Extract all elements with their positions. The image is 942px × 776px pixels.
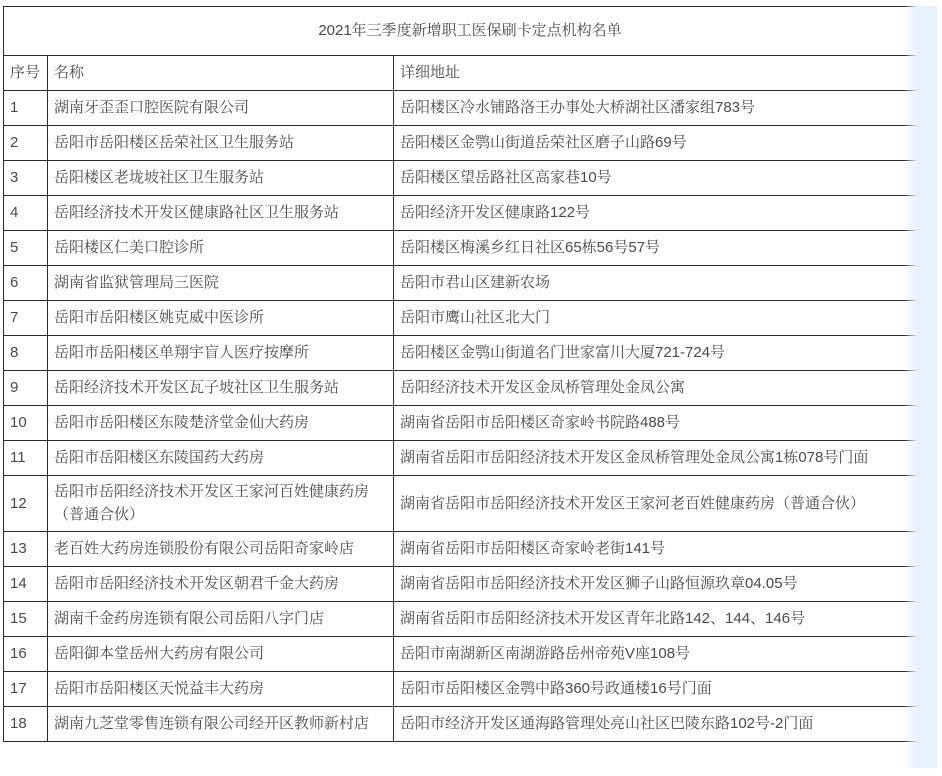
org-name-cell: 岳阳市岳阳楼区东陵楚济堂金仙大药房: [48, 406, 394, 441]
table-row: [4, 161, 937, 196]
table-row: [4, 476, 937, 532]
column-header-address: 详细地址: [394, 56, 937, 91]
row-index-cell: 18: [4, 706, 48, 741]
address-cell: 湖南省岳阳市岳阳经济技术开发区狮子山路恒源玖章04.05号: [394, 566, 937, 601]
row-index-cell: 17: [4, 671, 48, 706]
address-cell: 湖南省岳阳市岳阳楼区奇家岭老街141号: [394, 531, 937, 566]
institutions-table: [3, 6, 937, 742]
header-row: [4, 56, 937, 91]
table-row: [4, 301, 937, 336]
title-row: [4, 7, 937, 56]
row-index-cell: 5: [4, 231, 48, 266]
page-title: 2021年三季度新增职工医保刷卡定点机构名单: [4, 7, 937, 56]
org-name-cell: 岳阳市岳阳楼区单翔宇盲人医疗按摩所: [48, 336, 394, 371]
address-cell: 岳阳市岳阳楼区金鹗中路360号政通楼16号门面: [394, 671, 937, 706]
row-index-cell: 11: [4, 441, 48, 476]
column-header-index: 序号: [4, 56, 48, 91]
org-name-cell: 岳阳经济技术开发区健康路社区卫生服务站: [48, 196, 394, 231]
org-name-cell: 湖南九芝堂零售连锁有限公司经开区教师新村店: [48, 706, 394, 741]
address-cell: 岳阳经济技术开发区金凤桥管理处金凤公寓: [394, 371, 937, 406]
org-name-cell: 岳阳楼区仁美口腔诊所: [48, 231, 394, 266]
column-header-name: 名称: [48, 56, 394, 91]
address-cell: 岳阳市鹰山社区北大门: [394, 301, 937, 336]
table-row: [4, 126, 937, 161]
row-index-cell: 2: [4, 126, 48, 161]
document-page: [3, 6, 937, 742]
org-name-cell: 岳阳市岳阳经济技术开发区王家河百姓健康药房（普通合伙）: [48, 476, 394, 532]
address-cell: 湖南省岳阳市岳阳经济技术开发区青年北路142、144、146号: [394, 601, 937, 636]
address-cell: 岳阳楼区梅溪乡红日社区65栋56号57号: [394, 231, 937, 266]
address-cell: 岳阳经济开发区健康路122号: [394, 196, 937, 231]
row-index-cell: 8: [4, 336, 48, 371]
table-row: [4, 601, 937, 636]
address-cell: 湖南省岳阳市岳阳楼区奇家岭书院路488号: [394, 406, 937, 441]
address-cell: 岳阳市南湖新区南湖游路岳州帝苑V座108号: [394, 636, 937, 671]
row-index-cell: 4: [4, 196, 48, 231]
row-index-cell: 1: [4, 91, 48, 126]
table-row: [4, 441, 937, 476]
table-row: [4, 531, 937, 566]
row-index-cell: 7: [4, 301, 48, 336]
org-name-cell: 湖南省监狱管理局三医院: [48, 266, 394, 301]
row-index-cell: 6: [4, 266, 48, 301]
table-row: [4, 566, 937, 601]
address-cell: 岳阳楼区金鹗山街道名门世家富川大厦721-724号: [394, 336, 937, 371]
table-row: [4, 406, 937, 441]
org-name-cell: 岳阳市岳阳楼区天悦益丰大药房: [48, 671, 394, 706]
table-row: [4, 671, 937, 706]
row-index-cell: 13: [4, 531, 48, 566]
row-index-cell: 10: [4, 406, 48, 441]
row-index-cell: 12: [4, 476, 48, 532]
address-cell: 岳阳市君山区建新农场: [394, 266, 937, 301]
table-row: [4, 336, 937, 371]
address-cell: 岳阳市经济开发区通海路管理处亮山社区巴陵东路102号-2门面: [394, 706, 937, 741]
table-row: [4, 196, 937, 231]
row-index-cell: 9: [4, 371, 48, 406]
address-cell: 湖南省岳阳市岳阳经济技术开发区王家河老百姓健康药房（普通合伙）: [394, 476, 937, 532]
row-index-cell: 16: [4, 636, 48, 671]
org-name-cell: 岳阳经济技术开发区瓦子坡社区卫生服务站: [48, 371, 394, 406]
org-name-cell: 岳阳御本堂岳州大药房有限公司: [48, 636, 394, 671]
address-cell: 湖南省岳阳市岳阳经济技术开发区金凤桥管理处金凤公寓1栋078号门面: [394, 441, 937, 476]
org-name-cell: 岳阳市岳阳楼区岳荣社区卫生服务站: [48, 126, 394, 161]
org-name-cell: 岳阳楼区老垅坡社区卫生服务站: [48, 161, 394, 196]
org-name-cell: 湖南牙歪歪口腔医院有限公司: [48, 91, 394, 126]
table-body: [4, 91, 937, 742]
table-row: [4, 91, 937, 126]
table-row: [4, 231, 937, 266]
org-name-cell: 岳阳市岳阳楼区东陵国药大药房: [48, 441, 394, 476]
table-row: [4, 636, 937, 671]
org-name-cell: 湖南千金药房连锁有限公司岳阳八字门店: [48, 601, 394, 636]
org-name-cell: 岳阳市岳阳楼区姚克威中医诊所: [48, 301, 394, 336]
org-name-cell: 岳阳市岳阳经济技术开发区朝君千金大药房: [48, 566, 394, 601]
address-cell: 岳阳楼区望岳路社区高家巷10号: [394, 161, 937, 196]
row-index-cell: 3: [4, 161, 48, 196]
address-cell: 岳阳楼区冷水铺路洛王办事处大桥湖社区潘家组783号: [394, 91, 937, 126]
row-index-cell: 14: [4, 566, 48, 601]
table-row: [4, 371, 937, 406]
org-name-cell: 老百姓大药房连锁股份有限公司岳阳奇家岭店: [48, 531, 394, 566]
table-row: [4, 266, 937, 301]
row-index-cell: 15: [4, 601, 48, 636]
address-cell: 岳阳楼区金鹗山街道岳荣社区磨子山路69号: [394, 126, 937, 161]
table-row: [4, 706, 937, 741]
